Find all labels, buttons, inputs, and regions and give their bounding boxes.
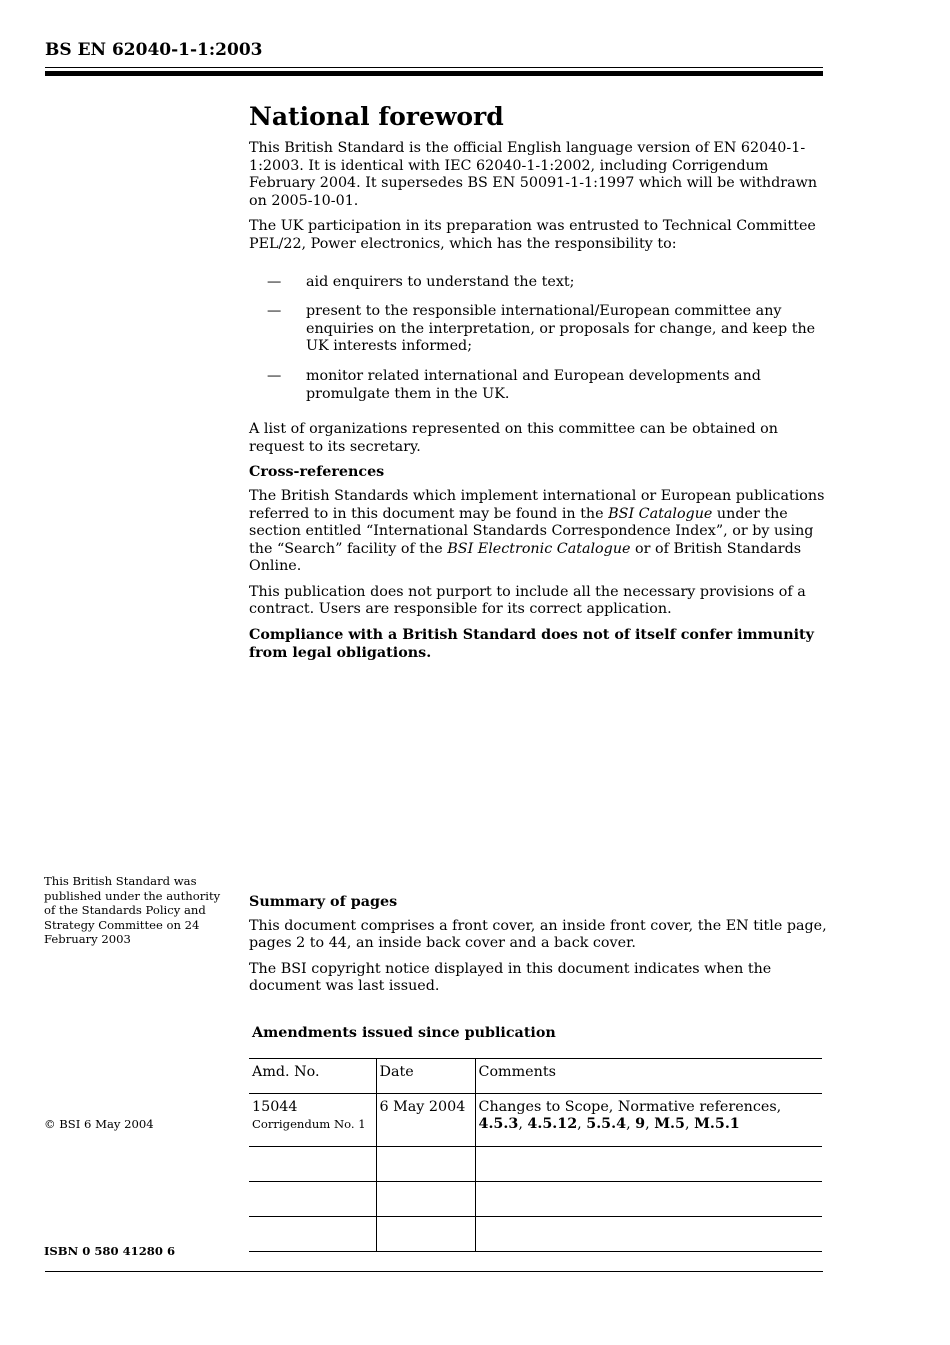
table-row <box>249 1094 822 1147</box>
provisions-paragraph: This publication does not purport to include all the necessary provisions of a contract. Users are responsible for its correct application. <box>249 583 806 618</box>
clause-ref: 5.5.4 <box>586 1116 627 1132</box>
summary-paragraph-1: This document comprises a front cover, an inside front cover, the EN title page, pages 2 to 44, an inside back cover and a back cover. <box>249 917 827 952</box>
amendments-table <box>249 1058 822 1252</box>
table-row-empty <box>249 1182 822 1217</box>
ref-separator: , <box>684 1116 695 1132</box>
table-row-empty <box>249 1217 822 1252</box>
comment-text: Changes to Scope, Normative references, <box>478 1099 782 1115</box>
page-title: National foreword <box>249 102 504 131</box>
copyright-notice: © BSI 6 May 2004 <box>44 1117 154 1131</box>
dash-marker: — <box>267 367 282 384</box>
header-rule-thin <box>45 67 823 68</box>
bsi-electronic-catalogue-title: BSI Electronic Catalogue <box>447 540 631 557</box>
cross-ref-text: or of British Standards Online. <box>249 540 802 575</box>
isbn: ISBN 0 580 41280 6 <box>44 1244 176 1258</box>
column-header-date: Date <box>376 1059 475 1094</box>
amendments-title: Amendments issued since publication <box>252 1025 556 1041</box>
document-id: BS EN 62040-1-1:2003 <box>45 40 263 60</box>
responsibilities-list <box>249 274 827 404</box>
summary-section <box>249 894 827 1004</box>
dash-marker: — <box>267 273 282 290</box>
publication-authority-note: This British Standard was published under the authority of the Standards Policy and Strategy Committee on 24 February 2003 <box>44 874 221 946</box>
list-item-text: monitor related international and European developments and promulgate them in the UK. <box>306 367 761 402</box>
clause-ref: 4.5.3 <box>478 1116 519 1132</box>
cross-ref-text: under the section entitled “International Standards Correspondence Index”, or by using the “Search” facility of the <box>249 505 814 557</box>
footer-rule <box>45 1271 823 1272</box>
main-column <box>249 100 827 670</box>
column-header-comments: Comments <box>475 1059 822 1094</box>
intro-paragraph-2: The UK participation in its preparation was entrusted to Technical Committee PEL/22, Power electronics, which has the responsibility to: <box>249 218 816 252</box>
dash-marker: — <box>267 303 282 320</box>
comments-cell <box>475 1094 822 1147</box>
table-header-row <box>249 1059 822 1094</box>
amd-number: 15044 <box>252 1099 298 1115</box>
list-item <box>249 368 827 403</box>
cross-references-paragraph <box>249 488 827 576</box>
committee-list-paragraph: A list of organizations represented on this committee can be obtained on request to its secretary. <box>249 421 778 455</box>
list-item-text: aid enquirers to understand the text; <box>306 273 575 290</box>
ref-separator: , <box>645 1116 655 1132</box>
clause-ref: M.5.1 <box>694 1116 740 1132</box>
list-item <box>249 274 827 292</box>
clause-references <box>479 1116 820 1133</box>
list-item-text: present to the responsible international/European committee any enquiries on the interpretation, or proposals for change, and keep the UK interests informed; <box>306 303 816 355</box>
summary-heading: Summary of pages <box>249 894 398 910</box>
column-header-amd-no: Amd. No. <box>249 1059 376 1094</box>
ref-separator: , <box>577 1116 587 1132</box>
amd-subtitle: Corrigendum No. 1 <box>252 1117 366 1131</box>
amd-no-cell <box>249 1094 376 1147</box>
ref-separator: , <box>626 1116 636 1132</box>
intro-paragraph-1: This British Standard is the official English language version of EN 62040-1-1:2003. It is identical with IEC 62040-1-1:2002, including Corrigendum February 2004. It supersedes BS EN 50091-1-1:1997 which will be withdrawn on 2005-10-01. <box>249 140 818 209</box>
date-cell: 6 May 2004 <box>376 1094 475 1147</box>
table-row-empty <box>249 1147 822 1182</box>
clause-ref: 9 <box>635 1116 646 1132</box>
compliance-statement: Compliance with a British Standard does not of itself confer immunity from legal obligations. <box>249 627 814 661</box>
cross-references-heading: Cross-references <box>249 464 385 481</box>
list-item <box>249 303 827 356</box>
clause-ref: M.5 <box>654 1116 685 1132</box>
header-rule-thick <box>45 71 823 76</box>
bsi-catalogue-title: BSI Catalogue <box>608 505 713 522</box>
ref-separator: , <box>518 1116 528 1132</box>
summary-paragraph-2: The BSI copyright notice displayed in this document indicates when the document was last issued. <box>249 960 772 995</box>
cross-ref-text: The British Standards which implement international or European publications referred to in this document may be found in the <box>249 487 825 522</box>
clause-ref: 4.5.12 <box>527 1116 578 1132</box>
